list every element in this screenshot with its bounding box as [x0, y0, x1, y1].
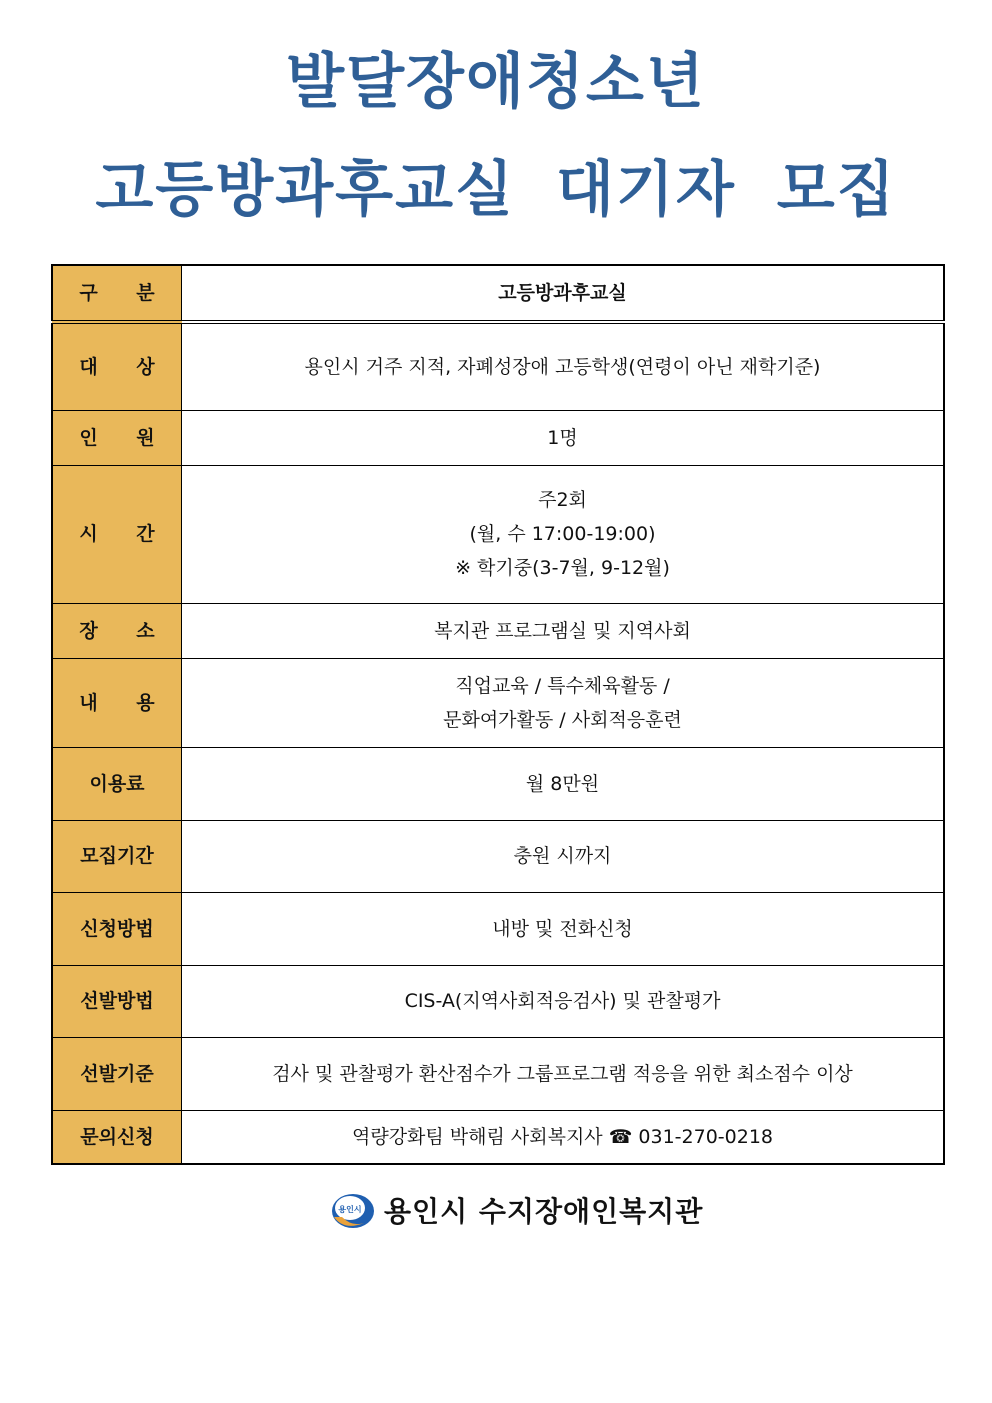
row-label: 이용료 — [52, 747, 182, 820]
table-row-time — [52, 465, 944, 603]
row-value — [182, 658, 945, 747]
row-label: 선발방법 — [52, 965, 182, 1037]
footer — [330, 1185, 703, 1235]
row-label: 장 소 — [52, 603, 182, 658]
table-row-fee — [52, 747, 944, 820]
row-value — [182, 410, 945, 465]
row-label: 문의신청 — [52, 1110, 182, 1164]
table-row-inquiry — [52, 1110, 944, 1164]
header-value: 고등방과후교실 — [182, 265, 945, 322]
row-value-line: 검사 및 관찰평가 환산점수가 그룹프로그램 적응을 위한 최소점수 이상 — [272, 1062, 853, 1085]
info-table — [51, 264, 945, 1165]
title-line-2: 고등방과후교실 대기자 모집 — [95, 155, 897, 225]
row-value — [182, 747, 945, 820]
row-value-line: 주2회 — [538, 489, 587, 511]
row-value — [182, 603, 945, 658]
table-header-row — [52, 265, 944, 322]
row-value-line: 충원 시까지 — [513, 845, 612, 867]
table-row-apply — [52, 892, 944, 965]
row-value-line: 1명 — [547, 426, 578, 449]
row-value — [182, 965, 945, 1037]
row-value-line: 월 8만원 — [525, 772, 600, 795]
table-row-period — [52, 820, 944, 892]
table-row-count — [52, 410, 944, 465]
row-value — [182, 1110, 945, 1164]
row-value-line: CIS-A(지역사회적응검사) 및 관찰평가 — [404, 990, 721, 1012]
row-value-line: 복지관 프로그램실 및 지역사회 — [434, 619, 691, 642]
row-value-line: ※ 학기중(3-7월, 9-12월) — [455, 557, 670, 579]
row-value — [182, 820, 945, 892]
row-value-line: 역량강화팀 박해림 사회복지사 ☎ 031-270-0218 — [351, 1125, 774, 1148]
row-value-line: 내방 및 전화신청 — [492, 917, 633, 940]
row-value — [182, 1037, 945, 1110]
org-name: 용인시 수지장애인복지관 — [384, 1195, 704, 1228]
row-value-line: 문화여가활동 / 사회적응훈련 — [443, 708, 682, 731]
row-label: 선발기준 — [52, 1037, 182, 1110]
row-value — [182, 322, 945, 410]
title-line-1: 발달장애청소년 — [286, 47, 706, 117]
row-value — [182, 465, 945, 603]
row-value — [182, 892, 945, 965]
row-label: 내 용 — [52, 658, 182, 747]
header-label: 구 분 — [52, 265, 182, 322]
row-label: 시 간 — [52, 465, 182, 603]
row-value-line: 용인시 거주 지적, 자폐성장애 고등학생(연령이 아닌 재학기준) — [304, 355, 821, 378]
table-row-place — [52, 603, 944, 658]
row-value-line: (월, 수 17:00-19:00) — [469, 523, 656, 545]
row-label: 인 원 — [52, 410, 182, 465]
org-logo-icon — [330, 1187, 376, 1233]
row-label: 모집기간 — [52, 820, 182, 892]
table-row-selection-criteria — [52, 1037, 944, 1110]
row-value-line: 직업교육 / 특수체육활동 / — [455, 674, 670, 697]
table-row-target — [52, 322, 944, 410]
row-label: 신청방법 — [52, 892, 182, 965]
row-label: 대 상 — [52, 322, 182, 410]
table-row-content — [52, 658, 944, 747]
logo-text: 용인시 — [338, 1205, 362, 1214]
table-row-selection-method — [52, 965, 944, 1037]
